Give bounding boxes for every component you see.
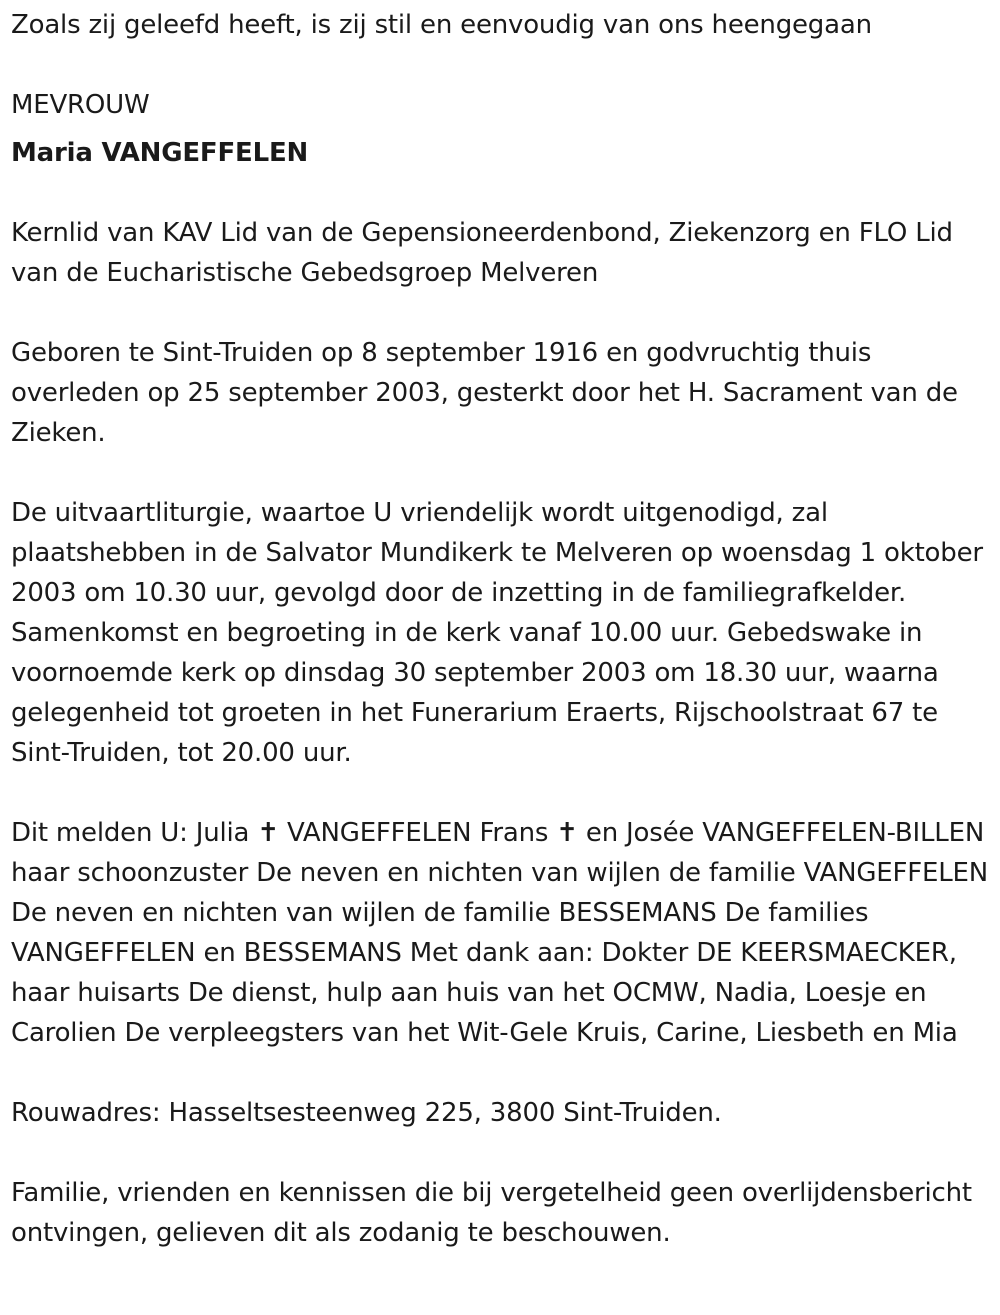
address-paragraph: Rouwadres: Hasseltsesteenweg 225, 3800 Sint-Truiden.	[11, 1098, 722, 1128]
announcers-paragraph: Dit melden U: Julia ✝ VANGEFFELEN Frans ✝ en Josée VANGEFFELEN-BILLEN haar schoonzuster De neven en nichten van wijlen de familie VANGEFFELEN De neven en nichten van wijlen de familie BESSEMANS De families VANGEFFELEN en BESSEMANS Met dank aan: Dokter DE KEERSMAECKER, haar huisarts De dienst, hulp aan huis van het OCMW, Nadia, Loesje en Carolien De verpleegsters van het Wit-Gele Kruis, Carine, Liesbeth en Mia	[11, 818, 989, 1048]
closing-paragraph: Familie, vrienden en kennissen die bij vergetelheid geen overlijdensbericht ontvingen, gelieven dit als zodanig te beschouwen.	[11, 1178, 972, 1248]
funeral-paragraph: De uitvaartliturgie, waartoe U vriendelijk wordt uitgenodigd, zal plaatshebben in de Salvator Mundikerk te Melveren op woensdag 1 oktober 2003 om 10.30 uur, gevolgd door de inzetting in de familiegrafkelder. Samenkomst en begroeting in de kerk vanaf 10.00 uur. Gebedswake in voornoemde kerk op dinsdag 30 september 2003 om 18.30 uur, waarna gelegenheid tot groeten in het Funerarium Eraerts, Rijschoolstraat 67 te Sint-Truiden, tot 20.00 uur.	[11, 498, 983, 768]
title-label: MEVROUW	[11, 90, 150, 120]
intro-text: Zoals zij geleefd heeft, is zij stil en eenvoudig van ons heengegaan	[11, 10, 872, 40]
deceased-name: Maria VANGEFFELEN	[11, 138, 309, 168]
birth-death-paragraph: Geboren te Sint-Truiden op 8 september 1916 en godvruchtig thuis overleden op 25 september 2003, gesterkt door het H. Sacrament van de Zieken.	[11, 338, 958, 448]
memberships-paragraph: Kernlid van KAV Lid van de Gepensioneerdenbond, Ziekenzorg en FLO Lid van de Eucharistische Gebedsgroep Melveren	[11, 218, 953, 288]
obituary-notice	[0, 5, 1000, 1315]
